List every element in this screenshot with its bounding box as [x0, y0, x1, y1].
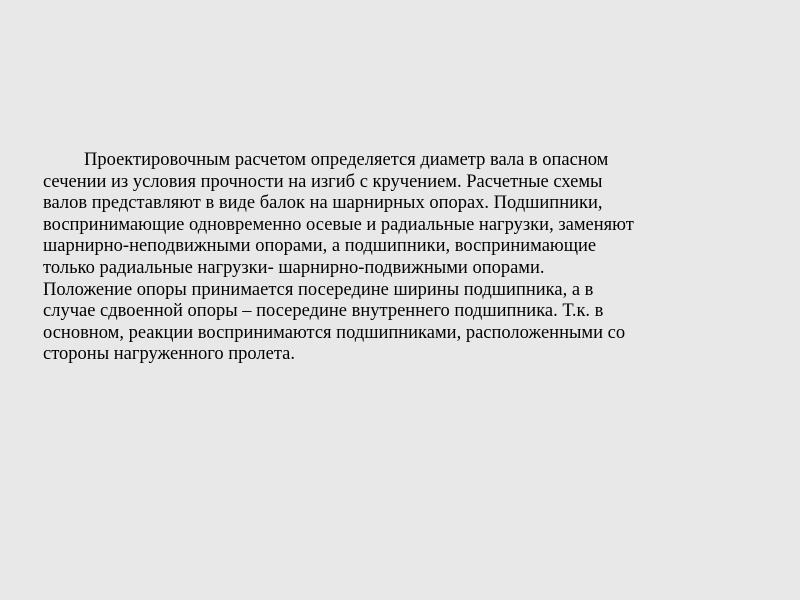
- paragraph-line-4: воспринимающие одновременно осевые и радиальные нагрузки, заменяют: [43, 214, 634, 235]
- paragraph-line-10: стороны нагруженного пролета.: [43, 344, 296, 365]
- body-paragraph: [43, 150, 773, 366]
- paragraph-line-9: основном, реакции воспринимаются подшипниками, расположенными со: [43, 322, 626, 343]
- paragraph-line-1: Проектировочным расчетом определяется диаметр вала в опасном: [84, 150, 609, 170]
- paragraph-line-2: сечении из условия прочности на изгиб с кручением. Расчетные схемы: [43, 171, 603, 192]
- paragraph-line-7: Положение опоры принимается посередине ширины подшипника, а в: [43, 279, 594, 300]
- paragraph-line-6: только радиальные нагрузки- шарнирно-подвижными опорами.: [43, 257, 545, 278]
- paragraph-line-8: случае сдвоенной опоры – посередине внутреннего подшипника. Т.к. в: [43, 301, 604, 322]
- paragraph-line-5: шарнирно-неподвижными опорами, а подшипники, воспринимающие: [43, 236, 597, 257]
- paragraph-line-3: валов представляют в виде балок на шарнирных опорах. Подшипники,: [43, 193, 603, 214]
